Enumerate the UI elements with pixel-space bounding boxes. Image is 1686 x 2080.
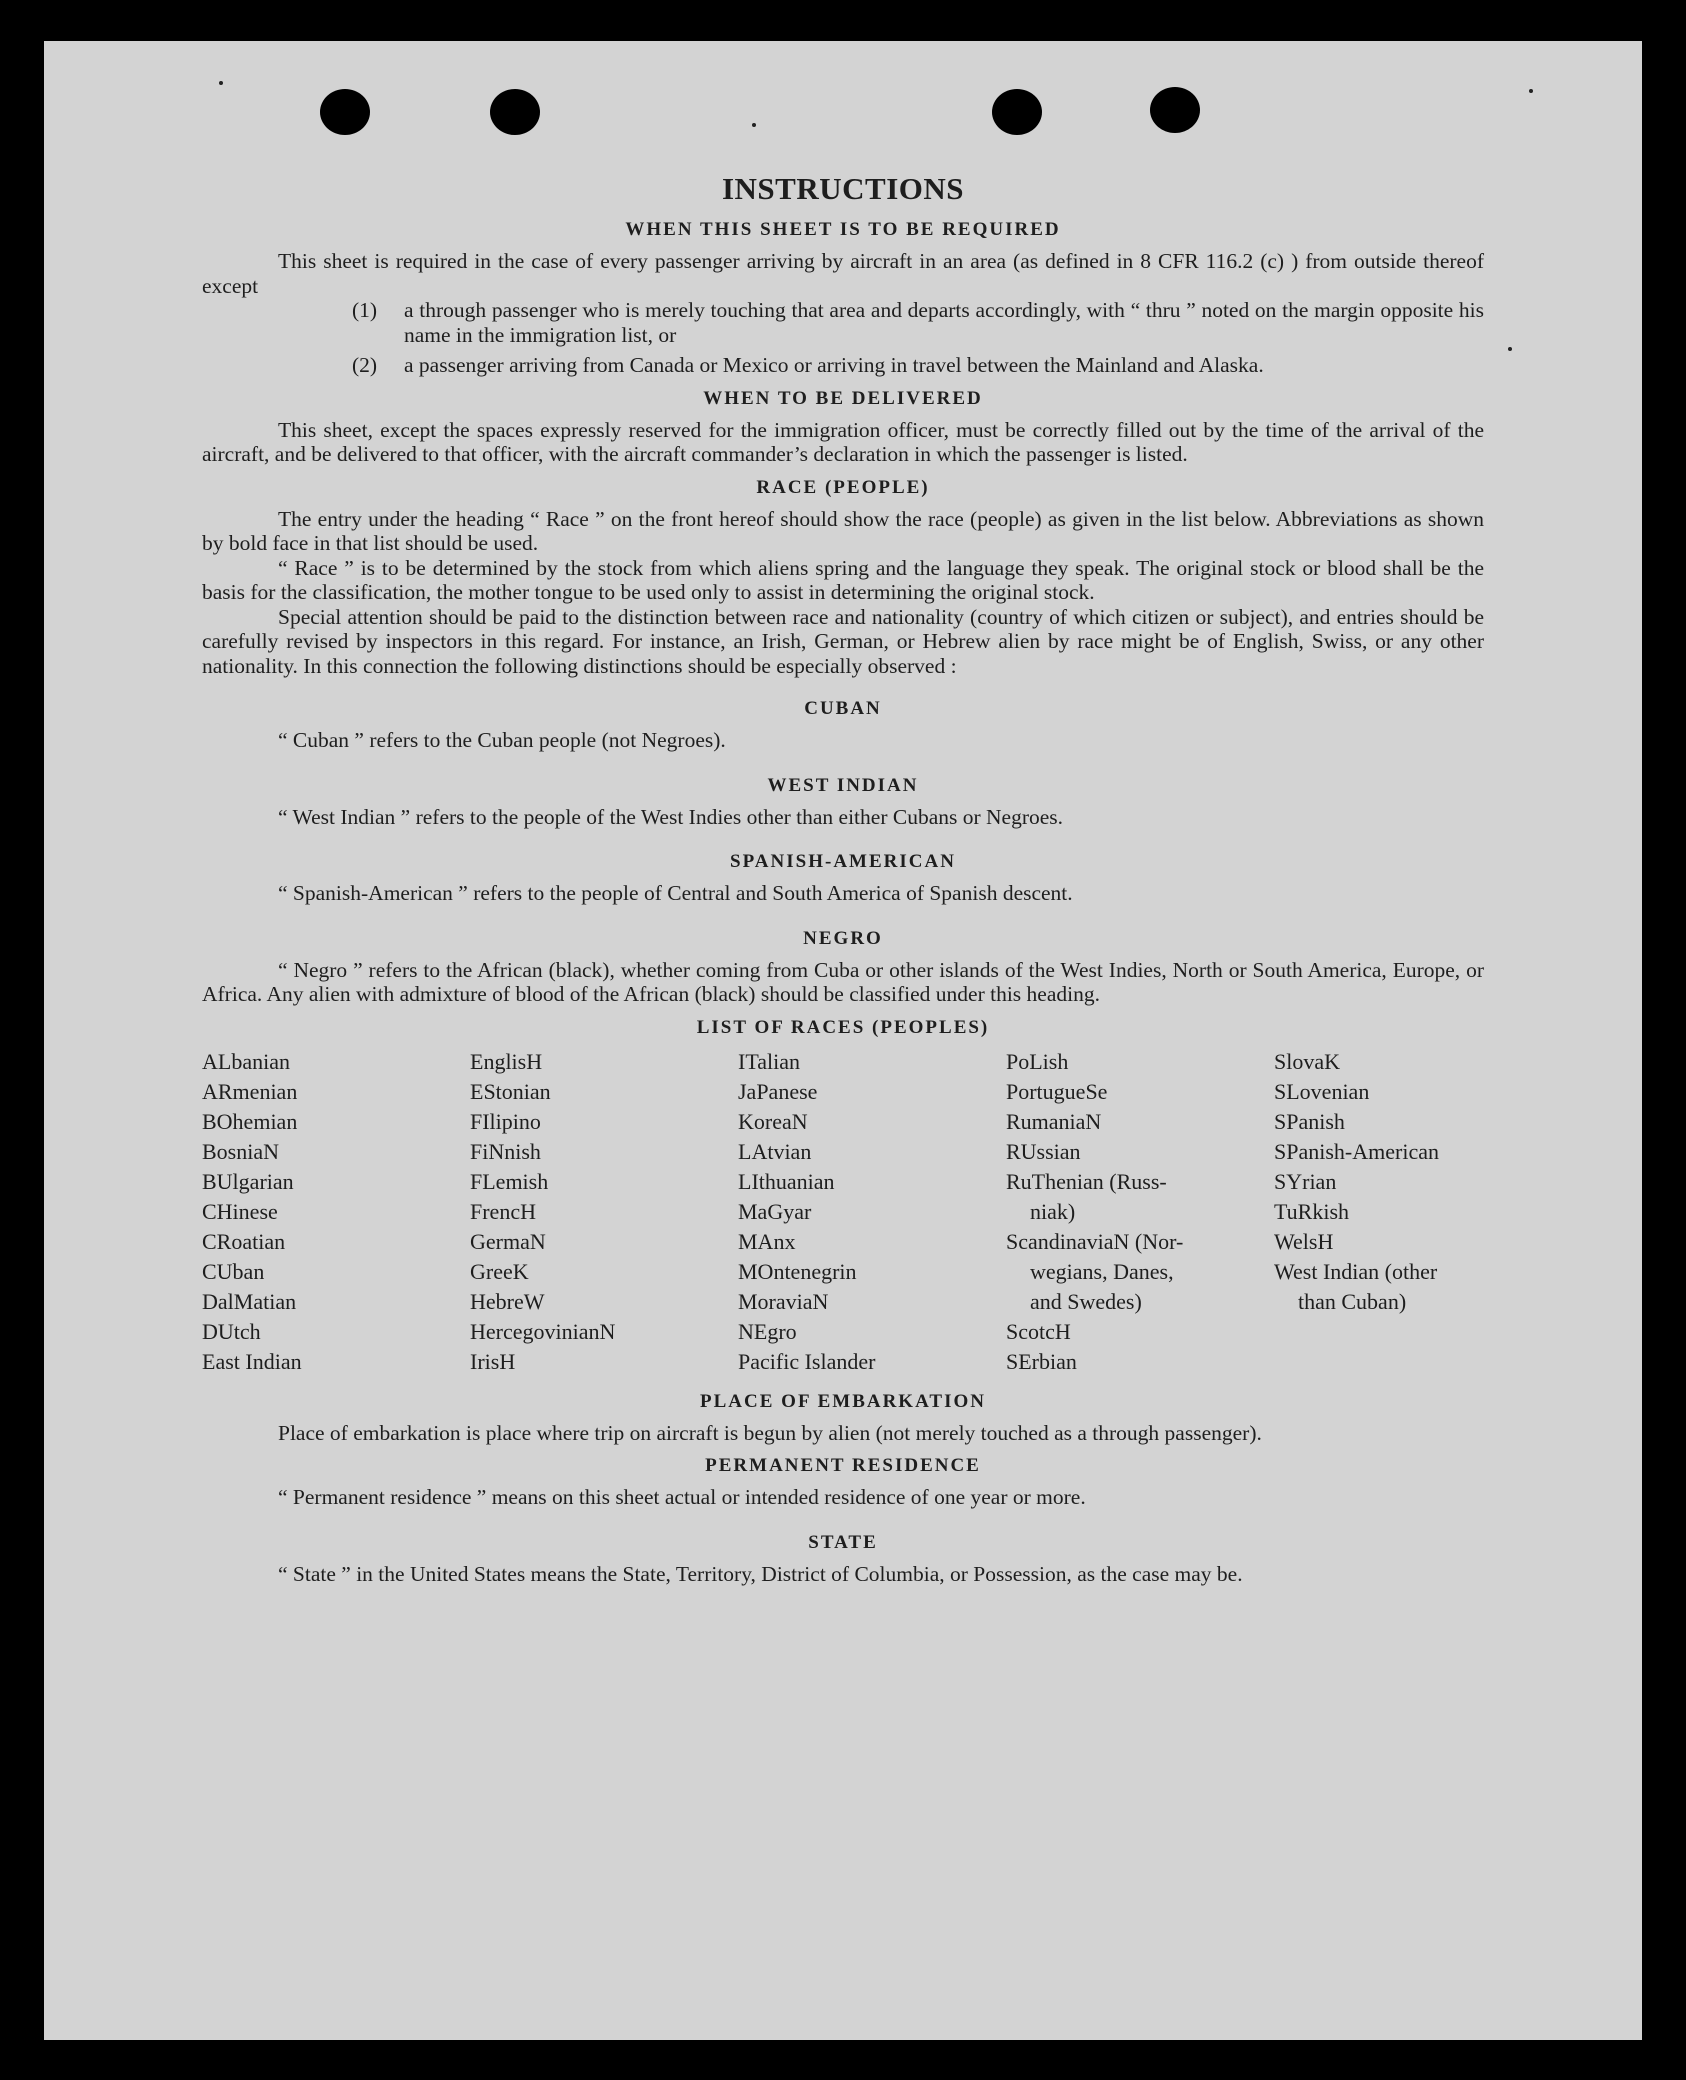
race-entry: EStonian <box>470 1078 551 1104</box>
race-entry: FiNnish <box>470 1138 541 1164</box>
condition-text: a through passenger who is merely touching that area and departs accordingly, with “ thru ” noted on the margin opposite his name in the immigration list, or <box>404 298 1484 347</box>
race-entry: DalMatian <box>202 1288 297 1314</box>
race-column <box>1006 1047 1274 1377</box>
condition-1 <box>352 298 1484 347</box>
race-entry: FrencH <box>470 1198 536 1224</box>
race-list <box>202 1047 1484 1377</box>
race-entry: PoLish <box>1006 1048 1069 1074</box>
delivered-text: This sheet, except the spaces expressly reserved for the immigration officer, must be correctly filled out by the time of the arrival of the aircraft, and be delivered to that officer, with the aircraft commander’s declaration in which the passenger is listed. <box>202 417 1484 466</box>
race-entry: FLemish <box>470 1168 549 1194</box>
spanish-american-text: “ Spanish-American ” refers to the people of Central and South America of Spanish descent. <box>278 881 1073 905</box>
race-entry: SLovenian <box>1274 1078 1370 1104</box>
race-entry: BUlgarian <box>202 1168 294 1194</box>
cuban-text: “ Cuban ” refers to the Cuban people (not Negroes). <box>278 728 726 752</box>
embarkation-text: Place of embarkation is place where trip on aircraft is begun by alien (not merely touched as a through passenger). <box>278 1420 1262 1445</box>
race-entry: ITalian <box>738 1048 800 1074</box>
race-entry-line: RuThenian (Russ- <box>1006 1168 1167 1194</box>
heading-residence: PERMANENT RESIDENCE <box>705 1455 981 1476</box>
race-column <box>738 1047 1006 1377</box>
race-entry: East Indian <box>202 1348 302 1374</box>
race-entry: BOhemian <box>202 1108 298 1134</box>
race-entry: SPanish <box>1274 1108 1345 1134</box>
condition-number: (2) <box>352 353 378 377</box>
heading-race: RACE (PEOPLE) <box>756 476 930 498</box>
race-column <box>470 1047 738 1377</box>
race-entry: BosniaN <box>202 1138 279 1164</box>
race-entry: MOntenegrin <box>738 1258 857 1284</box>
punch-hole <box>1150 87 1200 133</box>
race-entry: CHinese <box>202 1198 278 1224</box>
race-entry-line: West Indian (other <box>1274 1258 1438 1284</box>
race-entry: PortugueSe <box>1006 1078 1108 1104</box>
race-column <box>202 1047 470 1377</box>
race-entry: HercegovinianN <box>470 1318 616 1344</box>
race-paragraph: The entry under the heading “ Race ” on the front hereof should show the race (people) as given in the list below. Abbreviations as shown by bold face in that list should be used. <box>202 506 1484 555</box>
heading-required: WHEN THIS SHEET IS TO BE REQUIRED <box>625 219 1061 240</box>
race-entry <box>1006 1227 1274 1317</box>
west-indian-text: “ West Indian ” refers to the people of the West Indies other than either Cubans or Negroes. <box>278 804 1064 829</box>
punch-hole <box>490 89 540 135</box>
speck <box>752 123 756 127</box>
required-intro: This sheet is required in the case of every passenger arriving by aircraft in an area (as defined in 8 CFR 116.2 (c) ) from outside thereof except <box>202 249 1484 298</box>
race-entry: IrisH <box>470 1348 516 1374</box>
speck <box>1508 347 1512 351</box>
race-entry: LAtvian <box>738 1138 812 1164</box>
race-entry <box>1006 1167 1274 1227</box>
race-paragraph: Special attention should be paid to the distinction between race and nationality (country of which citizen or subject), and entries should be carefully revised by inspectors in this regard. For instance, an Irish, German, or Hebrew alien by race might be of English, Swiss, or any other nationality. In this connection the following distinctions should be especially observed : <box>202 604 1484 678</box>
race-entry: CUban <box>202 1258 265 1284</box>
race-entry: CRoatian <box>202 1228 286 1254</box>
heading-delivered: WHEN TO BE DELIVERED <box>703 387 983 409</box>
state-text: “ State ” in the United States means the State, Territory, District of Columbia, or Possession, as the case may be. <box>278 1561 1243 1586</box>
race-entry: GermaN <box>470 1228 546 1254</box>
race-entry: FIlipino <box>470 1108 541 1134</box>
race-entry <box>1274 1257 1484 1317</box>
race-entry: MaGyar <box>738 1198 812 1224</box>
race-entry-line: and Swedes) <box>1030 1288 1142 1314</box>
race-entry: LIthuanian <box>738 1168 835 1194</box>
race-entry: JaPanese <box>738 1078 818 1104</box>
punch-hole <box>320 89 370 135</box>
race-entry: ARmenian <box>202 1078 298 1104</box>
race-entry: SErbian <box>1006 1348 1077 1374</box>
page-title: INSTRUCTIONS <box>721 171 964 206</box>
race-entry: HebreW <box>470 1288 545 1314</box>
race-column <box>1274 1047 1484 1377</box>
speck <box>1529 89 1533 93</box>
race-entry: KoreaN <box>738 1108 808 1134</box>
race-entry: MAnx <box>738 1228 796 1254</box>
race-entry: RumaniaN <box>1006 1108 1102 1134</box>
heading-embarkation: PLACE OF EMBARKATION <box>700 1390 986 1412</box>
race-entry: SlovaK <box>1274 1048 1340 1074</box>
heading-state: STATE <box>808 1531 878 1553</box>
residence-text: “ Permanent residence ” means on this sheet actual or intended residence of one year or more. <box>278 1485 1086 1509</box>
condition-text: a passenger arriving from Canada or Mexico or arriving in travel between the Mainland and Alaska. <box>404 353 1264 377</box>
negro-text: “ Negro ” refers to the African (black), whether coming from Cuba or other islands of the West Indies, North or South America, Europe, or Africa. Any alien with admixture of blood of the African (black) should be classified under this heading. <box>202 957 1484 1006</box>
heading-spanish-american: SPANISH-AMERICAN <box>730 851 956 872</box>
heading-negro: NEGRO <box>803 927 883 949</box>
punch-hole <box>992 89 1042 135</box>
race-entry: TuRkish <box>1274 1198 1350 1224</box>
race-entry-line: ScandinaviaN (Nor- <box>1006 1228 1184 1254</box>
race-entry-line: niak) <box>1030 1198 1076 1224</box>
race-entry-line: wegians, Danes, <box>1030 1258 1174 1284</box>
race-entry: SPanish-American <box>1274 1138 1439 1164</box>
race-paragraph: “ Race ” is to be determined by the stock from which aliens spring and the language they speak. The original stock or blood shall be the basis for the classification, the mother tongue to be used only to assist in determining the original stock. <box>202 555 1484 604</box>
heading-list-of-races: LIST OF RACES (PEOPLES) <box>696 1016 990 1038</box>
race-entry: ScotcH <box>1006 1318 1071 1344</box>
heading-west-indian: WEST INDIAN <box>767 774 919 796</box>
race-entry: MoraviaN <box>738 1288 829 1314</box>
condition-2 <box>352 353 1484 378</box>
race-entry: EnglisH <box>470 1048 543 1074</box>
speck <box>219 81 223 85</box>
heading-cuban: CUBAN <box>804 698 882 719</box>
race-entry: RUssian <box>1006 1138 1081 1164</box>
race-entry: DUtch <box>202 1318 261 1344</box>
race-entry: ALbanian <box>202 1048 290 1074</box>
race-entry: SYrian <box>1274 1168 1337 1194</box>
race-entry-line: than Cuban) <box>1298 1288 1407 1314</box>
race-entry: WelsH <box>1274 1228 1334 1254</box>
instructions-content <box>202 171 1484 1586</box>
race-entry: Pacific Islander <box>738 1348 876 1374</box>
race-entry: GreeK <box>470 1258 529 1284</box>
race-entry: NEgro <box>738 1318 797 1344</box>
condition-number: (1) <box>352 298 378 322</box>
document-sheet <box>44 41 1642 2040</box>
